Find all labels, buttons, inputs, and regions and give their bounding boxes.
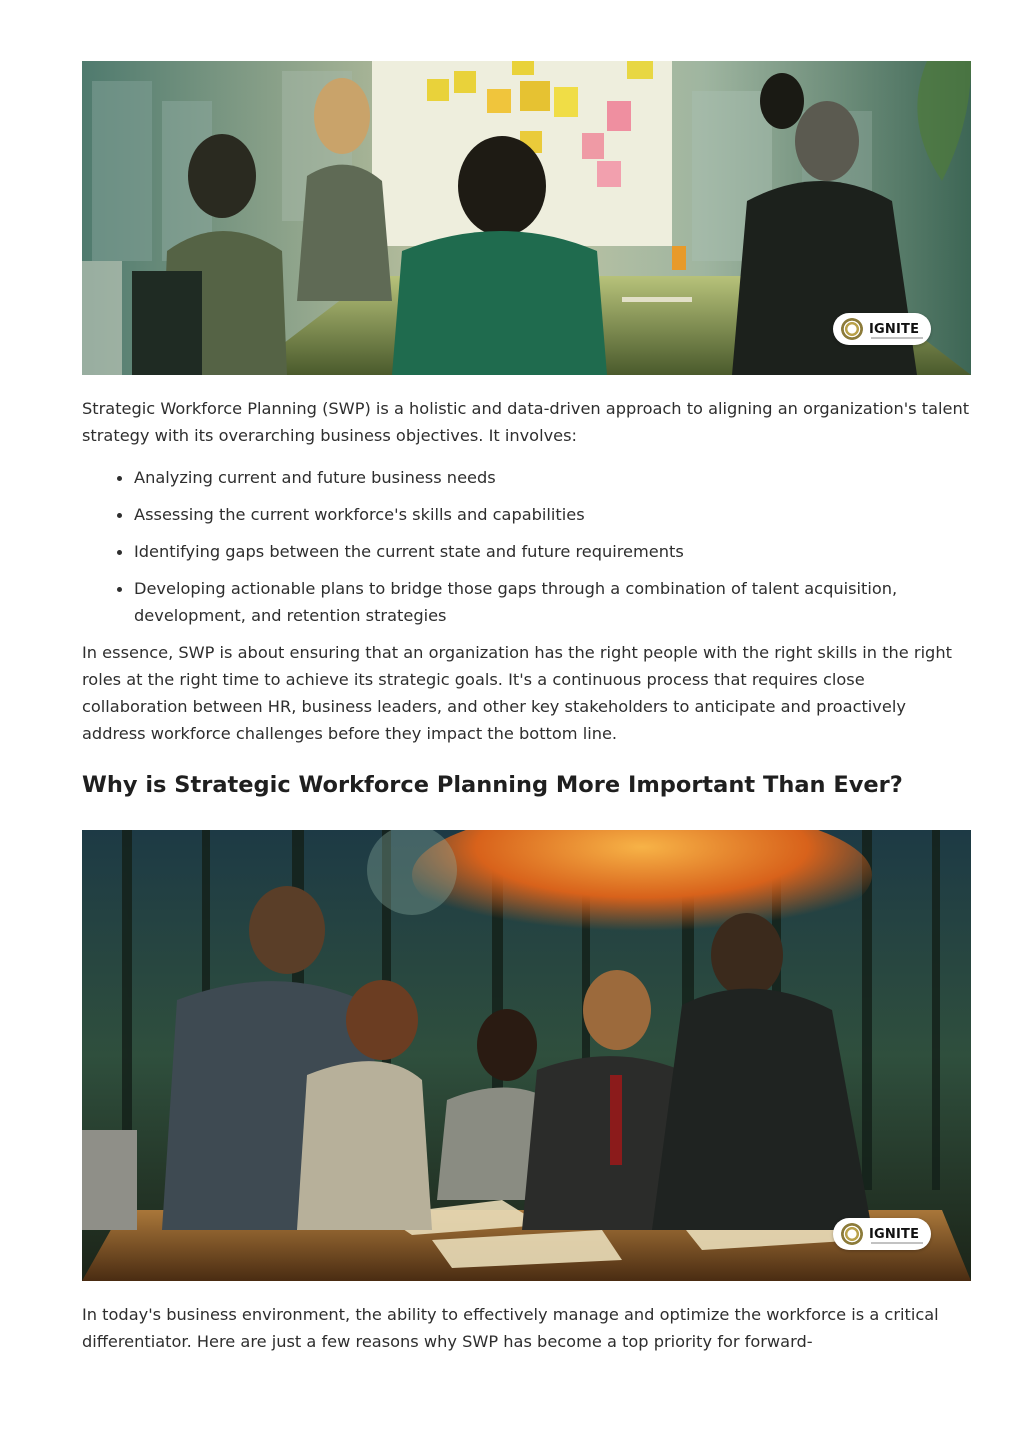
logo-text: IGNITE — [869, 321, 920, 337]
list-item-text: Assessing the current workforce's skills and capabilities — [134, 505, 585, 524]
ignite-logo-badge — [833, 313, 931, 345]
swp-activities-list — [82, 464, 971, 629]
bullet-icon — [117, 513, 122, 518]
logo-tagline-line — [871, 1242, 923, 1244]
list-item — [134, 501, 971, 528]
bullet-icon — [117, 476, 122, 481]
bullet-icon — [117, 587, 122, 592]
list-item-text: Analyzing current and future business needs — [134, 468, 496, 487]
ignite-logo-badge — [833, 1218, 931, 1250]
forest-team-photo — [82, 830, 971, 1281]
list-item — [134, 464, 971, 491]
article-content — [82, 61, 971, 1355]
closing-paragraph: In today's business environment, the ability to effectively manage and optimize the workforce is a critical differentiator. Here are just a few reasons why SWP has become a top priority for forward- — [82, 1305, 939, 1351]
meeting-photo — [82, 61, 971, 375]
logo-tagline-line — [871, 337, 923, 339]
list-item — [134, 538, 971, 565]
list-item — [134, 575, 971, 629]
forest-team-illustration — [82, 830, 971, 1281]
list-item-text: Identifying gaps between the current state and future requirements — [134, 542, 684, 561]
bullet-icon — [117, 550, 122, 555]
ignite-logo-icon — [841, 318, 863, 340]
logo-text: IGNITE — [869, 1226, 920, 1242]
intro-paragraph: Strategic Workforce Planning (SWP) is a holistic and data-driven approach to aligning an organization's talent strategy with its overarching business objectives. It involves: — [82, 399, 970, 445]
section-heading: Why is Strategic Workforce Planning More Important Than Ever? — [82, 772, 903, 798]
ignite-logo-icon — [841, 1223, 863, 1245]
essence-paragraph: In essence, SWP is about ensuring that an organization has the right people with the right skills in the right roles at the right time to achieve its strategic goals. It's a continuous process that requires close collaboration between HR, business leaders, and other key stakeholders to anticipate and proactively address workforce challenges before they impact the bottom line. — [82, 643, 952, 743]
list-item-text: Developing actionable plans to bridge those gaps through a combination of talent acquisition, development, and retention strategies — [134, 579, 898, 625]
